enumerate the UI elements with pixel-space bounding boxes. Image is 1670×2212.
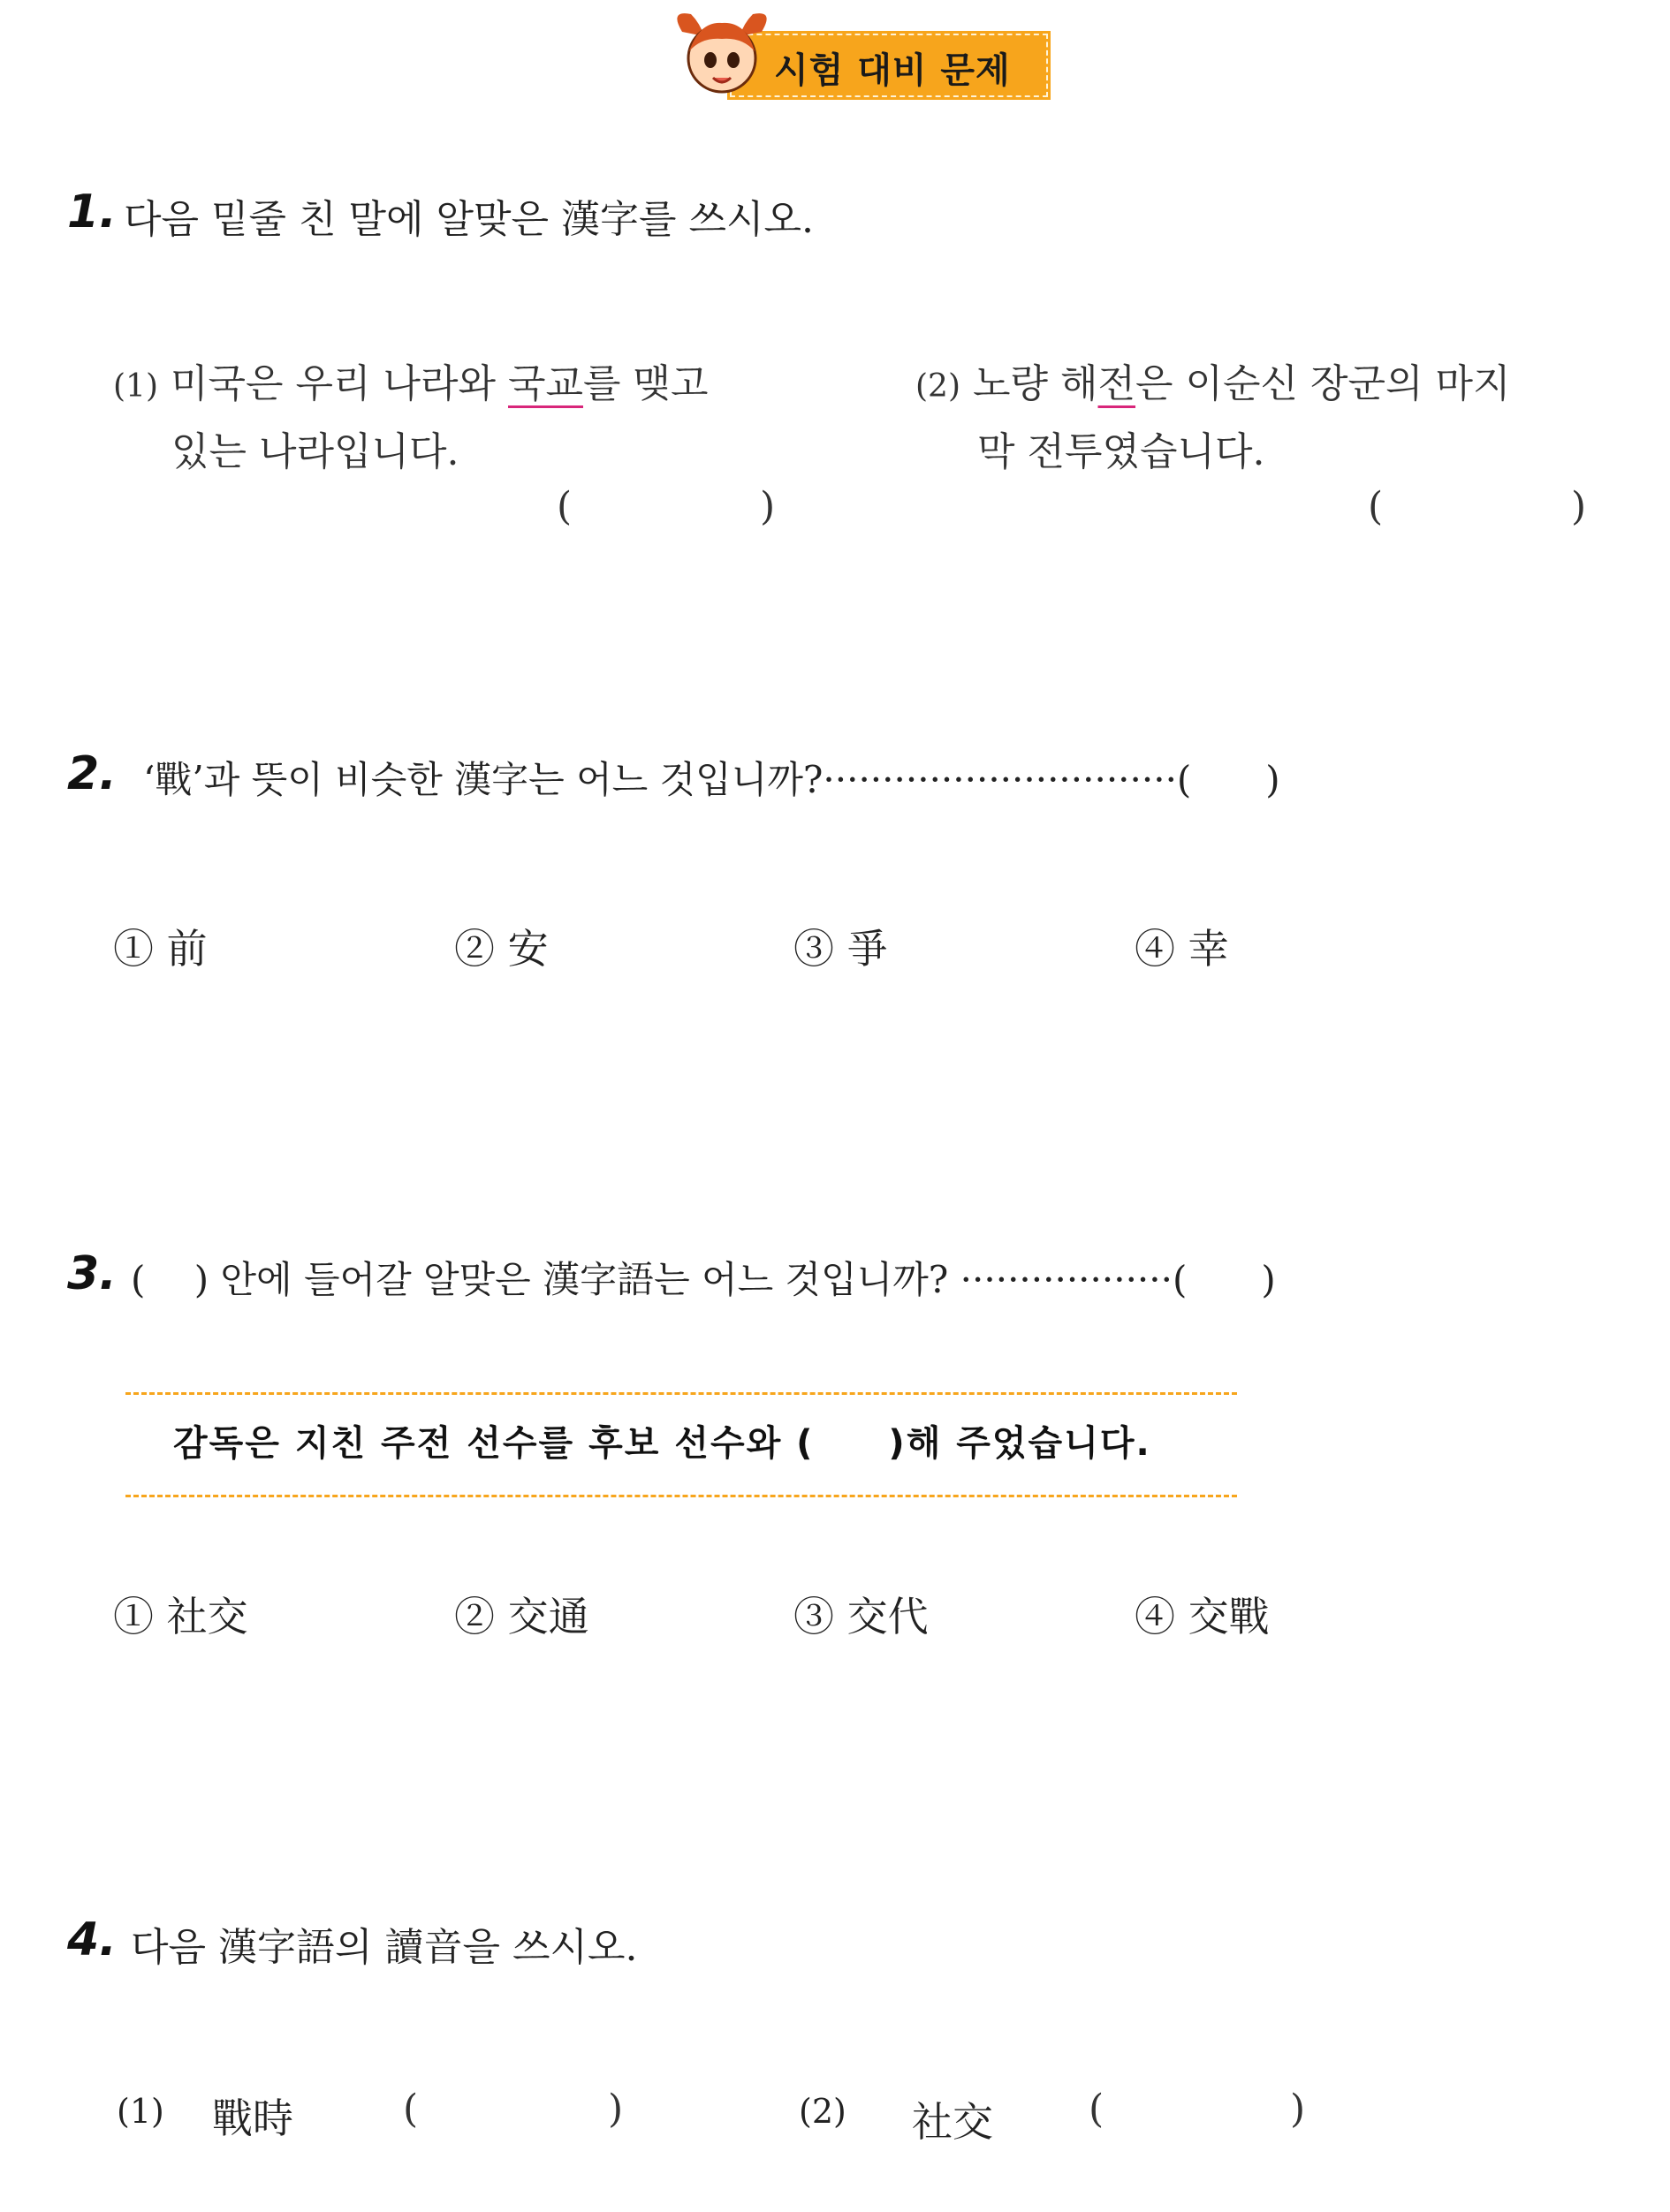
item-1-underlined-word: 국교 — [508, 361, 584, 406]
item-1-label: (1) — [113, 368, 158, 405]
question-2-option-1[interactable]: ① 前 — [113, 925, 208, 973]
question-2-number: 2. — [67, 747, 117, 800]
question-3-option-4[interactable]: ④ 交戰 — [1135, 1593, 1270, 1640]
sentence-box-bottom-border — [125, 1495, 1237, 1497]
item-2-text-pre: 노량 해 — [973, 361, 1098, 406]
item-1-text-pre: 미국은 우리 나라와 — [171, 361, 508, 406]
question-2-text: ‘戰’과 뜻이 비슷한 漢字는 어느 것입니까?······························( ) — [143, 758, 1280, 801]
item-1-text-post: 를 맺고 — [583, 361, 709, 406]
question-4-item-2-label: (2) — [799, 2092, 846, 2131]
question-4-number: 4. — [67, 1913, 117, 1966]
header-title: 시험 대비 문제 — [774, 50, 1011, 91]
question-3-option-2[interactable]: ② 交通 — [454, 1593, 589, 1640]
item-2-text-post: 은 이순신 장군의 마지 — [1135, 361, 1511, 406]
q4-answer-1-open-paren: ( — [403, 2087, 419, 2132]
item-2-line-2: 막 전투였습니다. — [977, 429, 1265, 474]
q1-answer-1-open-paren: ( — [557, 484, 573, 529]
question-3-sentence: 감독은 지친 주전 선수를 후보 선수와 ( )해 주었습니다. — [173, 1423, 1151, 1464]
question-1-item-2 — [915, 352, 1511, 485]
question-4-item-1-word: 戰時 — [212, 2095, 293, 2142]
q1-answer-2-open-paren: ( — [1368, 484, 1384, 529]
question-3-text: ( ) 안에 들어갈 알맞은 漢字語는 어느 것입니까? ··················( ) — [131, 1258, 1276, 1301]
girl-mascot-icon — [664, 5, 779, 102]
question-3-option-3[interactable]: ③ 交代 — [793, 1593, 929, 1640]
q4-answer-2-close-paren: ) — [1290, 2087, 1306, 2132]
question-2-option-4[interactable]: ④ 幸 — [1135, 925, 1229, 973]
item-1-line-2: 있는 나라입니다. — [171, 429, 459, 474]
q1-answer-1-close-paren: ) — [760, 484, 776, 529]
question-1-item-1 — [113, 352, 709, 485]
q4-answer-1-close-paren: ) — [608, 2087, 624, 2132]
q4-answer-2-open-paren: ( — [1089, 2087, 1104, 2132]
question-1-number: 1. — [67, 186, 117, 239]
question-4-item-1-label: (1) — [117, 2092, 164, 2131]
question-3-number: 3. — [67, 1247, 117, 1300]
question-2-option-2[interactable]: ② 安 — [454, 925, 549, 973]
question-2-option-3[interactable]: ③ 爭 — [793, 925, 888, 973]
question-4-text: 다음 漢字語의 讀音을 쓰시오. — [131, 1925, 638, 1970]
item-2-underlined-word: 전 — [1097, 361, 1136, 406]
question-3-option-1[interactable]: ① 社交 — [113, 1593, 248, 1640]
item-2-label: (2) — [915, 368, 960, 405]
question-1-text: 다음 밑줄 친 말에 알맞은 漢字를 쓰시오. — [124, 197, 814, 242]
q1-answer-2-close-paren: ) — [1571, 484, 1587, 529]
sentence-box-top-border — [125, 1392, 1237, 1395]
question-4-item-2-word: 社交 — [912, 2098, 993, 2146]
